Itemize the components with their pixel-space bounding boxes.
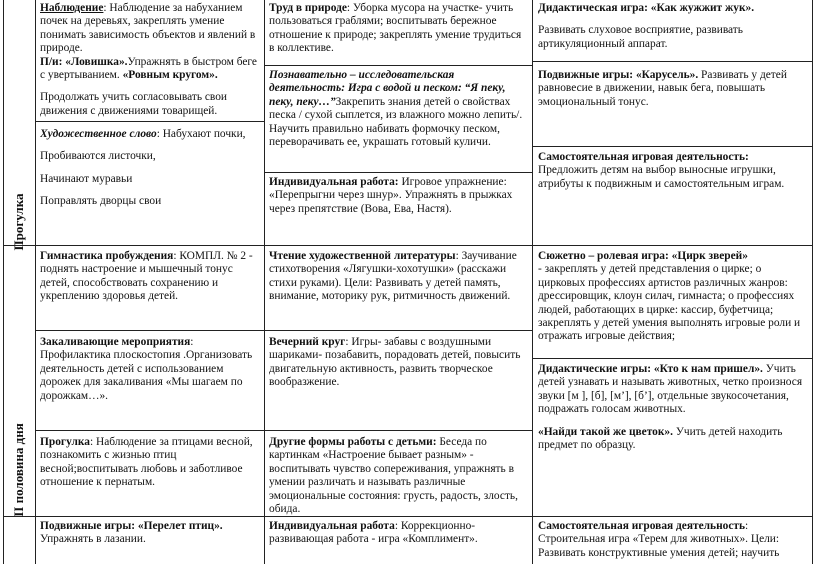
afternoon-didactic-cell [538, 363, 810, 515]
reading-text: : Заучивание стихотворения «Лягушки-хохотушки» (расскажи стихи руками). Цели: Развивать у детей память, внимание, моторику рук, ритмичность движений. [269, 250, 517, 303]
gym-label: Гимнастика пробуждения [40, 250, 174, 262]
independent-text: Предложить детям на выбор выносные игрушки, атрибуты к подвижным и самостоятельным играм. [538, 164, 785, 190]
didactic-label: Дидактическая игра [538, 2, 645, 14]
outdoor-label: Подвижные игры [538, 69, 630, 81]
didactic-games-label: Дидактические игры: «Кто к нам пришел». [538, 363, 763, 375]
individual-label: Индивидуальная работа: [269, 176, 399, 188]
game2-text: Продолжать учить согласовывать свои движения с движениями товарищей. [40, 91, 228, 117]
independent-label: Самостоятельная игровая деятельность: [538, 151, 749, 163]
game-label: П/и: «Ловишка». [40, 55, 128, 68]
cell-divider [264, 65, 533, 66]
cell-divider [35, 330, 265, 331]
roleplay-label: Сюжетно – ролевая игра: «Цирк зверей» [538, 250, 748, 262]
reading-label: Чтение художественной литературы [269, 250, 456, 262]
afternoon-reading-cell [269, 250, 529, 329]
poem-line-2: Пробиваются листочки, [40, 150, 156, 163]
labor-label: Труд в природе [269, 2, 347, 14]
row-divider-afternoon-end [3, 516, 813, 517]
outdoor-title: : «Карусель». [629, 69, 699, 81]
other-label: Другие формы работы с детьми: [269, 436, 437, 448]
gym-text: : КОМПЛ. № 2 - поднять настроение и мышечный тонус детей, способствовать сохранению и укреплению здоровья детей. [40, 250, 253, 303]
bottom-individual-label: Индивидуальная работа [269, 520, 395, 532]
side-label-walk: Прогулка [11, 193, 26, 251]
cognitive-label: Познавательно – исследовательская деятельность: Игра с водой и песком: “Я пеку, пеку, пеку…” [269, 69, 506, 108]
evening-text: : Игры- забавы с воздушными шариками- позабавить, порадовать детей, повысить двигательную активность, развить творческое вообразжение. [269, 336, 521, 389]
hardening-label: Закаливающие мероприятия [40, 336, 191, 348]
artword-text: : Набухают почки, [156, 128, 246, 140]
cell-divider [532, 146, 813, 147]
cell-divider [532, 358, 813, 359]
afternoon-walk-text: : Наблюдение за птицами весной, познакомить с жизнью птиц весной;воспитывать любовь и заботливое отношение к пернатым. [40, 436, 253, 489]
afternoon-roleplay-cell [538, 250, 810, 357]
cell-divider [264, 172, 533, 173]
walk-cognitive-cell [269, 69, 529, 171]
afternoon-walk-label: Прогулка [40, 436, 90, 448]
walk-individual-cell [269, 176, 529, 244]
table-divider-3 [532, 0, 533, 564]
cell-divider [264, 430, 533, 431]
walk-artword-cell [40, 128, 262, 243]
artword-label: Художественное слово [40, 128, 157, 140]
afternoon-evening-cell [269, 336, 529, 429]
side-label-afternoon: II половина дня [11, 423, 26, 517]
table-divider-2 [264, 0, 265, 564]
walk-outdoor-cell [538, 69, 810, 145]
poem-line-3: Начинают муравьи [40, 172, 133, 185]
evening-label: Вечерний круг [269, 336, 346, 348]
bottom-outdoor-cell [40, 520, 262, 564]
afternoon-gym-cell [40, 250, 262, 329]
walk-didactic-cell [538, 2, 810, 60]
afternoon-walk-cell [40, 436, 262, 515]
roleplay-text: - закреплять у детей представления о цирке; о цирковых профессиях артистов различных жанров: дрессировщик, клоун силач, гимнаста; о профессиях людей, работающих в цирке: кассир, буфетчица; закреплять у детей умения выполнять игровые роли и отражать игровые действия; [538, 263, 801, 343]
individual-text: Игровое упражнение: «Перепрыгни через шнур». Упражнять в прыжках через препятствие (Вова, Ева, Настя). [269, 176, 513, 215]
game-text: Упражнять в быстром беге с увертыванием. [40, 55, 257, 82]
didactic-title: : «Как жужжит жук». [644, 2, 755, 14]
find-flower-label: «Найди такой же цветок». [538, 425, 673, 438]
bottom-independent-text: : Строительная игра «Терем для животных». Цели: Развивать конструктивные умения детей; научить [538, 520, 780, 559]
observation-label: Наблюдение [40, 2, 104, 14]
cell-divider [35, 121, 265, 122]
bottom-independent-cell [538, 520, 810, 564]
find-flower-text: Учить детей находить предмет по образцу. [538, 425, 783, 452]
didactic-text: Развивать слуховое восприятие, развивать артикуляционный аппарат. [538, 24, 743, 50]
afternoon-other-cell [269, 436, 529, 515]
bottom-individual-cell [269, 520, 529, 564]
bottom-outdoor-text: Упражнять в лазании. [40, 533, 146, 546]
walk-independent-cell [538, 151, 810, 243]
labor-text: : Уборка мусора на участке- учить пользоваться граблями; воспитывать бережное отношение к природе; закреплять умение трудиться в коллективе. [269, 2, 522, 55]
bottom-independent-label: Самостоятельная игровая деятельность [538, 520, 746, 532]
table-divider-1 [35, 0, 36, 564]
row-divider-walk-end [3, 245, 813, 246]
poem-line-4: Поправлять дворцы свои [40, 195, 162, 208]
cognitive-text: Закрепить знания детей о свойствах песка / сухой сыплется, из влажного можно лепить/. Научить правильно набивать формочку песком, переворачивать ее, украшать готовый куличи. [269, 95, 523, 149]
bottom-outdoor-label: Подвижные игры: «Перелет птиц». [40, 520, 223, 532]
table-border-left [3, 0, 4, 564]
observation-text: : Наблюдение за набуханием почек на деревьях, закреплять умение понимать зависимость объектов и явлений в природе. [40, 2, 256, 55]
other-text: Беседа по картинкам «Настроение бывает разным» - воспитывать чувство сопереживания, упражнять в умении различать и называть различные эмоциональные состояния: грусть, радость, злость, обида. [269, 436, 518, 515]
cell-divider [532, 61, 813, 62]
didactic-games-text: Учить детей узнавать и называть животных, четко произнося звуки [м ], [б], [м’], [б’], отдельные звукосочетания, подражать голосам животных. [538, 363, 803, 416]
walk-labor-cell [269, 2, 529, 64]
cell-divider [35, 430, 265, 431]
bottom-individual-text: : Коррекционно-развивающая работа - игра «Комплимент». [269, 520, 478, 546]
table-border-right [812, 0, 813, 564]
cell-divider [264, 330, 533, 331]
game2-label: «Ровным кругом». [122, 69, 218, 82]
walk-observation-cell [40, 2, 262, 120]
afternoon-hardening-cell [40, 336, 262, 429]
hardening-text: : Профилактика плоскостопия .Организовать деятельность детей с использованием дорожек для закаливания «Мы шагаем по дорожкам…». [40, 336, 253, 402]
outdoor-text: Развивать у детей равновесие в движении, навык бега, повышать эмоциональный тонус. [538, 69, 787, 108]
